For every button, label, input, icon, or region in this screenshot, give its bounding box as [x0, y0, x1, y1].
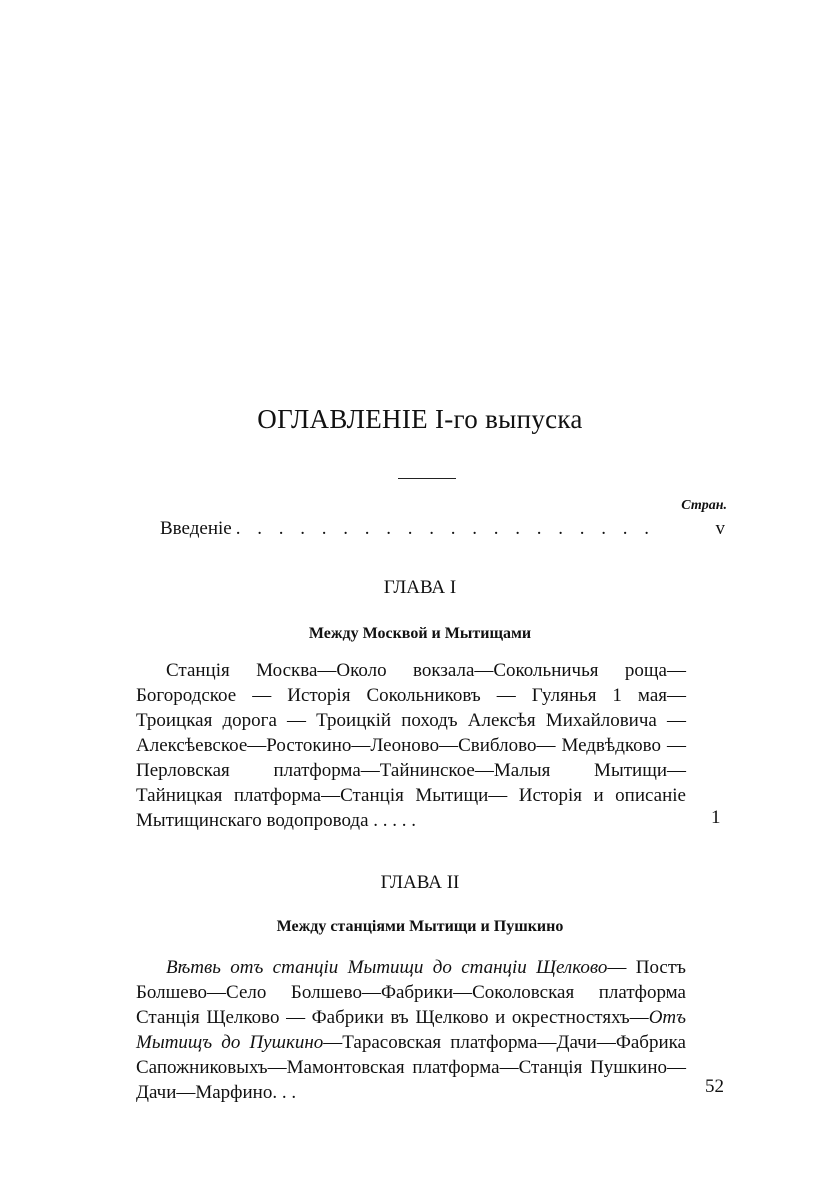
title-divider: [398, 478, 456, 479]
toc-entry-introduction[interactable]: [160, 518, 725, 540]
chapter-2-heading: ГЛАВА II: [380, 872, 460, 893]
chapter-2-text-2: —Тарасовская платформа—Дачи—Фабрика Сапожниковыхъ—Мамонтовская платформа—Станцiя Пушкино—Дачи—Марфино. . .: [136, 1032, 686, 1103]
chapter-1-contents: Станцiя Москва—Около вокзала—Сокольничья роща— Богородское — Исторiя Сокольниковъ — Гулянья 1 мая— Троицкая дорога — Троицкiй походъ Алексѣя Михайловича — Алексѣевское—Ростокино—Леоново—Свиблово— Медвѣдково — Перловская платформа—Тайнинское—Малыя Мытищи—Тайницкая платформа—Станцiя Мытищи— Исторiя и описанiе Мытищинскаго водопровода . . . . .: [136, 660, 686, 831]
chapter-2-text-1: — Постъ Болшево—Село Болшево—Фабрики—Соколовская платформа Станцiя Щелково — Фабрики въ Щелково и окрестностяхъ—: [136, 957, 686, 1028]
page-title: ОГЛАВЛЕНIЕ I-го выпуска: [257, 404, 583, 434]
route-title: Отъ Мытищъ до Пушкино: [136, 1007, 686, 1053]
branch-line-title: Вѣтвь отъ станцiи Мытищи до станцiи Щелково: [166, 957, 608, 978]
toc-page-number: v: [715, 518, 725, 539]
toc-entry-label: Введенiе: [160, 518, 232, 539]
chapter-1-heading: ГЛАВА I: [383, 577, 457, 598]
page-column-label: Стран.: [681, 498, 727, 513]
chapter-2-subtitle: Между станцiями Мытищи и Пушкино: [276, 918, 564, 935]
chapter-2-contents: [136, 955, 686, 1105]
chapter-2-page-number[interactable]: 52: [705, 1076, 724, 1097]
chapter-1-page-number[interactable]: 1: [711, 807, 721, 828]
dot-leader: . . . . . . . . . . . . . . . . . . . .: [235, 518, 655, 539]
chapter-1-subtitle: Между Москвой и Мытищами: [308, 625, 532, 642]
